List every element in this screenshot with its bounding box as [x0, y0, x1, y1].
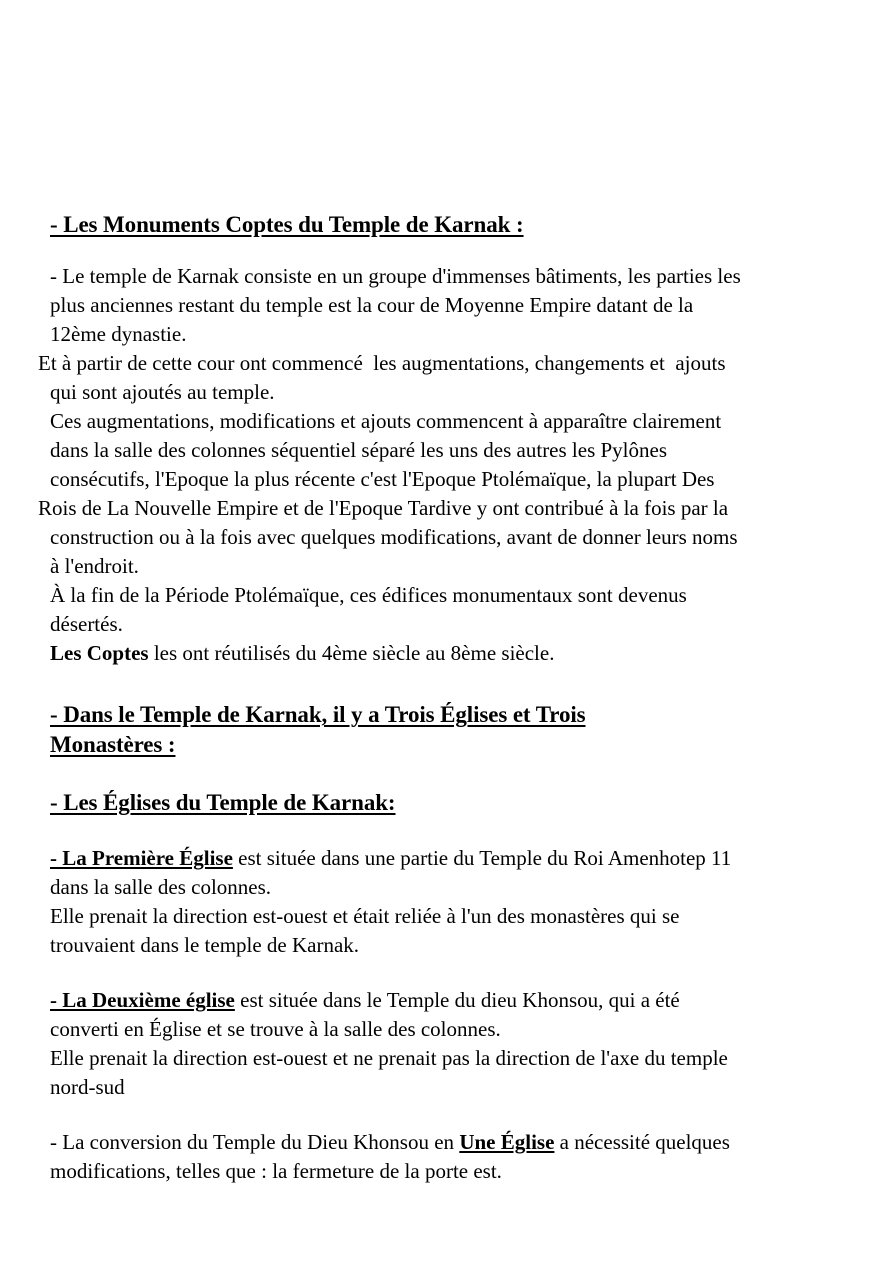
heading-monuments-coptes: [50, 210, 838, 240]
les-coptes-bold-lead: Les Coptes: [50, 641, 149, 665]
paragraph-augmentations-line-2: qui sont ajoutés au temple.: [50, 380, 275, 404]
paragraph-axe-temple-line-2: nord-sud: [50, 1075, 125, 1099]
heading-les-eglises-text: - Les Églises du Temple de Karnak:: [50, 790, 396, 815]
paragraph-deuxieme-eglise-line-2: converti en Église et se trouve à la salle des colonnes.: [50, 1017, 501, 1041]
paragraph-augmentations-line-1: Et à partir de cette cour ont commencé les augmentations, changements et ajouts: [38, 351, 726, 375]
paragraph-les-coptes: [50, 639, 838, 668]
paragraph-spacer-2: [38, 1102, 838, 1128]
conversion-before: - La conversion du Temple du Dieu Khonsou en: [50, 1130, 460, 1154]
paragraph-modifications-line-2: dans la salle des colonnes séquentiel séparé les uns des autres les Pylônes: [50, 438, 668, 462]
paragraph-deuxieme-eglise-line-1: [50, 986, 838, 1015]
paragraph-modifications-line-3: consécutifs, l'Epoque la plus récente c'est l'Epoque Ptolémaïque, la plupart Des: [50, 467, 715, 491]
heading-les-eglises-du-temple: [50, 788, 838, 818]
paragraph-periode-ptolemaique-line-1: À la fin de la Période Ptolémaïque, ces édifices monumentaux sont devenus: [50, 583, 687, 607]
premiere-eglise-rest: est située dans une partie du Temple du Roi Amenhotep 11: [232, 846, 732, 870]
deuxieme-eglise-rest: est située dans le Temple du dieu Khonsou, qui a été: [234, 988, 680, 1012]
paragraph-direction-est-ouest-line-1: Elle prenait la direction est-ouest et était reliée à l'un des monastères qui se: [50, 904, 680, 928]
paragraph-conversion-line-1: [50, 1128, 838, 1157]
deuxieme-eglise-label: - La Deuxième église: [50, 988, 235, 1012]
paragraph-temple-description-line-2: plus anciennes restant du temple est la cour de Moyenne Empire datant de la: [50, 293, 694, 317]
paragraph-premiere-eglise-line-2: dans la salle des colonnes.: [50, 875, 272, 899]
conversion-after: a nécessité quelques: [554, 1130, 730, 1154]
paragraph-temple-description-line-1: - Le temple de Karnak consiste en un groupe d'immenses bâtiments, les parties les: [50, 264, 741, 288]
heading-trois-eglises-trois-monasteres: [50, 700, 670, 760]
heading-trois-eglises-line-1: - Dans le Temple de Karnak, il y a Trois Églises et Trois: [50, 702, 586, 727]
paragraph-rois-line-3: à l'endroit.: [50, 554, 139, 578]
heading-monuments-coptes-text: - Les Monuments Coptes du Temple de Karnak :: [50, 212, 524, 237]
paragraph-axe-temple-line-1: Elle prenait la direction est-ouest et ne prenait pas la direction de l'axe du temple: [50, 1046, 728, 1070]
paragraph-spacer-1: [38, 960, 838, 986]
paragraph-conversion-line-2: modifications, telles que : la fermeture de la porte est.: [50, 1159, 502, 1183]
paragraph-direction-est-ouest-line-2: trouvaient dans le temple de Karnak.: [50, 933, 360, 957]
paragraph-rois-line-2: construction ou à la fois avec quelques modifications, avant de donner leurs noms: [50, 525, 738, 549]
paragraph-temple-description-line-3: 12ème dynastie.: [50, 322, 187, 346]
paragraph-modifications-line-1: Ces augmentations, modifications et ajouts commencent à apparaître clairement: [50, 409, 722, 433]
premiere-eglise-label: - La Première Église: [50, 846, 233, 870]
paragraph-rois-line-1: Rois de La Nouvelle Empire et de l'Epoque Tardive y ont contribué à la fois par la: [38, 496, 729, 520]
heading-trois-eglises-line-2: Monastères :: [50, 732, 176, 757]
document-body: [38, 210, 838, 1186]
paragraph-periode-ptolemaique-line-2: désertés.: [50, 612, 123, 636]
paragraph-premiere-eglise-line-1: [50, 844, 838, 873]
les-coptes-rest: les ont réutilisés du 4ème siècle au 8ème siècle.: [148, 641, 555, 665]
une-eglise-label: Une Église: [459, 1130, 555, 1154]
